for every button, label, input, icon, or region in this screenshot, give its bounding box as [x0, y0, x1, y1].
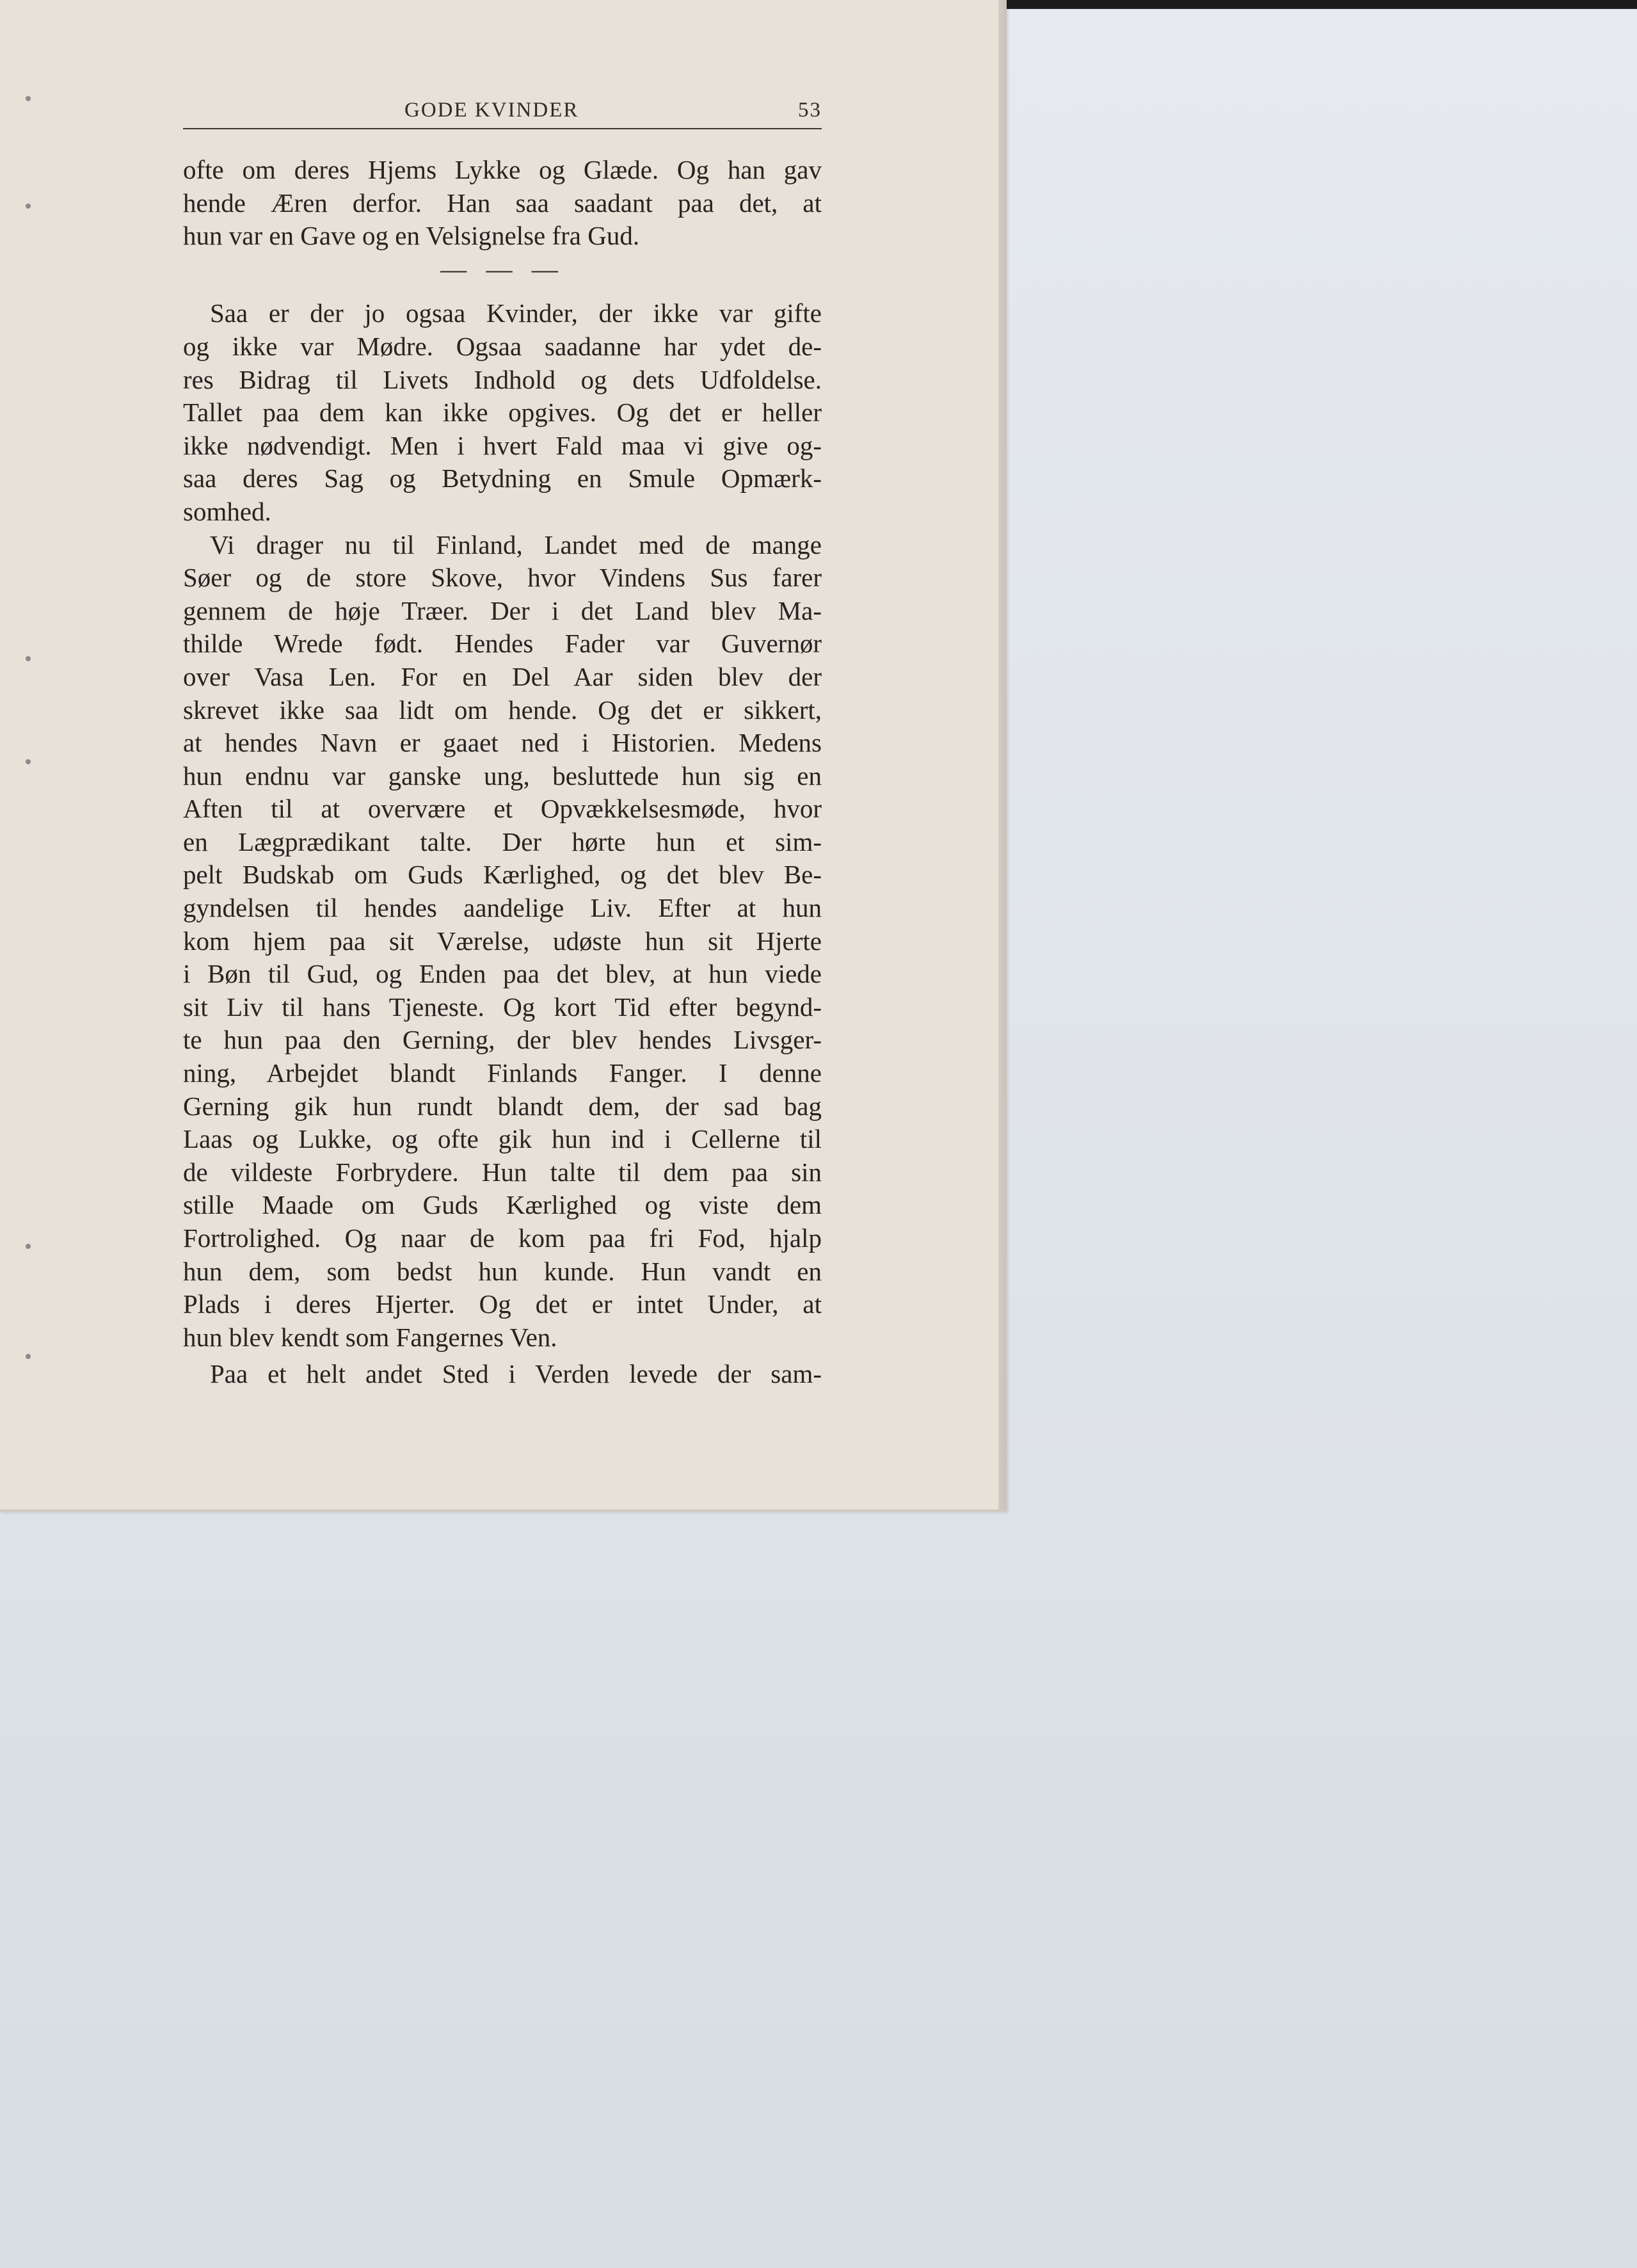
text-line: sit Liv til hans Tjeneste. Og kort Tid efter begynd-: [183, 992, 822, 1022]
binding-mark: [26, 759, 31, 764]
text-line: hun blev kendt som Fangernes Ven.: [183, 1322, 557, 1352]
text-line: ikke nødvendigt. Men i hvert Fald maa vi give og-: [183, 430, 822, 460]
text-line: Gerning gik hun rundt blandt dem, der sad bag: [183, 1091, 822, 1121]
text-line: hun endnu var ganske ung, besluttede hun sig en: [183, 760, 822, 791]
text-line: pelt Budskab om Guds Kærlighed, og det blev Be-: [183, 860, 822, 890]
text-line: te hun paa den Gerning, der blev hendes Livsger-: [183, 1025, 822, 1055]
text-line: thilde Wrede født. Hendes Fader var Guvernør: [183, 629, 822, 659]
text-line: hun dem, som bedst hun kunde. Hun vandt en: [183, 1256, 822, 1286]
text-line: res Bidrag til Livets Indhold og dets Udfoldelse.: [183, 364, 822, 394]
text-line: Vi drager nu til Finland, Landet med de mange: [210, 529, 822, 559]
text-line: i Bøn til Gud, og Enden paa det blev, at hun viede: [183, 959, 822, 989]
text-line: gyndelsen til hendes aandelige Liv. Efter at hun: [183, 893, 822, 923]
text-line: over Vasa Len. For en Del Aar siden blev der: [183, 661, 822, 691]
section-separator: — — —: [440, 253, 564, 284]
text-line: hun var en Gave og en Velsignelse fra Gud.: [183, 221, 640, 251]
page-edge-shadow: [998, 0, 1006, 1509]
text-line: somhed.: [183, 496, 271, 526]
text-line: Fortrolighed. Og naar de kom paa fri Fod, hjalp: [183, 1223, 822, 1253]
text-line: de vildeste Forbrydere. Hun talte til dem paa sin: [183, 1157, 822, 1187]
binding-mark: [26, 204, 31, 209]
text-line: Saa er der jo ogsaa Kvinder, der ikke var gifte: [210, 298, 822, 328]
text-line: skrevet ikke saa lidt om hende. Og det er sikkert,: [183, 695, 822, 725]
book-page: [0, 0, 1007, 1511]
text-line: Søer og de store Skove, hvor Vindens Sus farer: [183, 563, 822, 593]
binding-mark: [26, 1354, 31, 1359]
scanner-edge-strip: [998, 0, 1637, 9]
text-line: hende Æren derfor. Han saa saadant paa det, at: [183, 188, 822, 218]
text-line: en Lægprædikant talte. Der hørte hun et sim-: [183, 826, 822, 857]
running-header: [183, 96, 822, 129]
running-title: GODE KVINDER: [404, 99, 579, 122]
text-line: ning, Arbejdet blandt Finlands Fanger. I denne: [183, 1058, 822, 1088]
text-line: Laas og Lukke, og ofte gik hun ind i Cellerne til: [183, 1124, 822, 1154]
binding-mark: [26, 656, 31, 661]
text-line: saa deres Sag og Betydning en Smule Opmærk-: [183, 463, 822, 494]
text-line: og ikke var Mødre. Ogsaa saadanne har ydet de-: [183, 331, 822, 361]
text-line: Paa et helt andet Sted i Verden levede der sam-: [210, 1359, 822, 1389]
page-body: [183, 154, 822, 1391]
text-line: ofte om deres Hjems Lykke og Glæde. Og han gav: [183, 155, 822, 184]
text-line: gennem de høje Træer. Der i det Land blev Ma-: [183, 595, 822, 625]
page-number: 53: [798, 99, 822, 122]
text-line: stille Maade om Guds Kærlighed og viste dem: [183, 1190, 822, 1220]
text-line: Plads i deres Hjerter. Og det er intet Under, at: [183, 1289, 822, 1319]
binding-mark: [26, 1244, 31, 1249]
text-line: Tallet paa dem kan ikke opgives. Og det er heller: [183, 398, 822, 428]
text-line: kom hjem paa sit Værelse, udøste hun sit Hjerte: [183, 926, 822, 956]
text-line: Aften til at overvære et Opvækkelsesmøde, hvor: [183, 794, 822, 824]
text-line: at hendes Navn er gaaet ned i Historien. Medens: [183, 728, 822, 758]
spacer: [183, 286, 822, 297]
binding-mark: [26, 96, 31, 101]
